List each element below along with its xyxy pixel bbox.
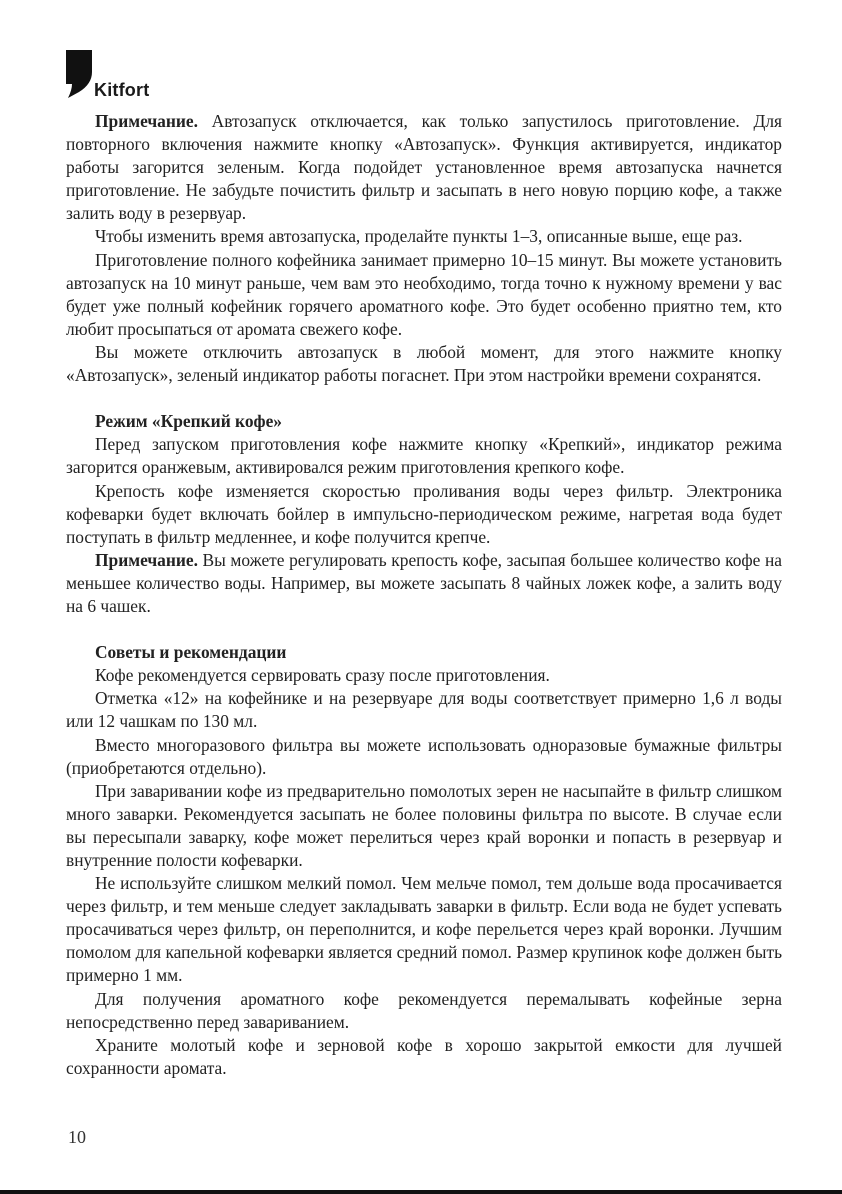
bottom-border bbox=[0, 1190, 842, 1194]
paragraph: Отметка «12» на кофейнике и на резервуаре для воды соответствует примерно 1,6 л воды или 12 чашкам по 130 мл. bbox=[66, 688, 782, 732]
section-heading: Режим «Крепкий кофе» bbox=[95, 411, 282, 432]
note-label: Примечание. bbox=[95, 549, 198, 570]
kitfort-logo-icon bbox=[66, 50, 92, 98]
brand-logo bbox=[66, 50, 186, 100]
paragraph: При заваривании кофе из предварительно помолотых зерен не насыпайте в фильтр слишком много заварки. Рекомендуется засыпать не более половины фильтра по высоте. В случае если вы пересыпали заварку, кофе может перелиться через край воронки и попасть в резервуар и внутренние полости кофеварки. bbox=[66, 780, 782, 870]
paragraph: Чтобы изменить время автозапуска, проделайте пункты 1–3, описанные выше, еще раз. bbox=[95, 226, 743, 247]
paragraph: Не используйте слишком мелкий помол. Чем мельче помол, тем дольше вода просачивается через фильтр, и тем меньше следует закладывать заварки в фильтр. Если вода не будет успевать просачиваться через фильтр, он переполнится, и кофе перельется через край воронки. Лучшим помолом для капельной кофеварки является средний помол. Размер крупинок кофе должен быть примерно 1 мм. bbox=[66, 873, 782, 986]
document-body bbox=[66, 110, 782, 1080]
page-number: 10 bbox=[68, 1127, 86, 1147]
paragraph: Храните молотый кофе и зерновой кофе в хорошо закрытой емкости для лучшей сохранности аромата. bbox=[66, 1034, 782, 1078]
paragraph: Приготовление полного кофейника занимает примерно 10–15 минут. Вы можете установить автозапуск на 10 минут раньше, чем вам это необходимо, тогда точно к нужному времени у вас будет уже полный кофейник горячего ароматного кофе. Это будет особенно приятно тем, кто любит просыпаться от аромата свежего кофе. bbox=[66, 249, 782, 339]
section-heading: Советы и рекомендации bbox=[95, 642, 287, 663]
paragraph: Вы можете отключить автозапуск в любой момент, для этого нажмите кнопку «Автозапуск», зеленый индикатор работы погаснет. При этом настройки времени сохранятся. bbox=[66, 341, 782, 386]
paragraph: Перед запуском приготовления кофе нажмите кнопку «Крепкий», индикатор режима загорится оранжевым, активировался режим приготовления крепкого кофе. bbox=[66, 434, 782, 478]
note-label: Примечание. bbox=[95, 111, 198, 131]
paragraph: Вместо многоразового фильтра вы можете использовать одноразовые бумажные фильтры (приобретаются отдельно). bbox=[66, 734, 782, 778]
paragraph bbox=[66, 549, 782, 618]
paragraph: Для получения ароматного кофе рекомендуется перемалывать кофейные зерна непосредственно перед завариванием. bbox=[66, 988, 782, 1032]
paragraph bbox=[66, 110, 782, 225]
brand-name: Kitfort bbox=[94, 80, 150, 100]
paragraph-text: Вы можете регулировать крепость кофе, засыпая большее количество кофе на меньшее количество воды. Например, вы можете засыпать 8 чайных ложек кофе, а залить воду на 6 чашек. bbox=[66, 549, 782, 616]
paragraph: Кофе рекомендуется сервировать сразу после приготовления. bbox=[95, 665, 550, 686]
paragraph: Крепость кофе изменяется скоростью проливания воды через фильтр. Электроника кофеварки будет включать бойлер в импульсно-периодическом режиме, нагретая вода будет поступать в фильтр медленнее, и кофе получится крепче. bbox=[66, 480, 782, 547]
paragraph-text: Автозапуск отключается, как только запустилось приготовление. Для повторного включения нажмите кнопку «Автозапуск». Функция активируется, индикатор работы загорится зеленым. Когда подойдет установленное время автозапуска начнется приготовление. Не забудьте почистить фильтр и засыпать в него новую порцию кофе, а также залить воду в резервуар. bbox=[66, 111, 782, 224]
